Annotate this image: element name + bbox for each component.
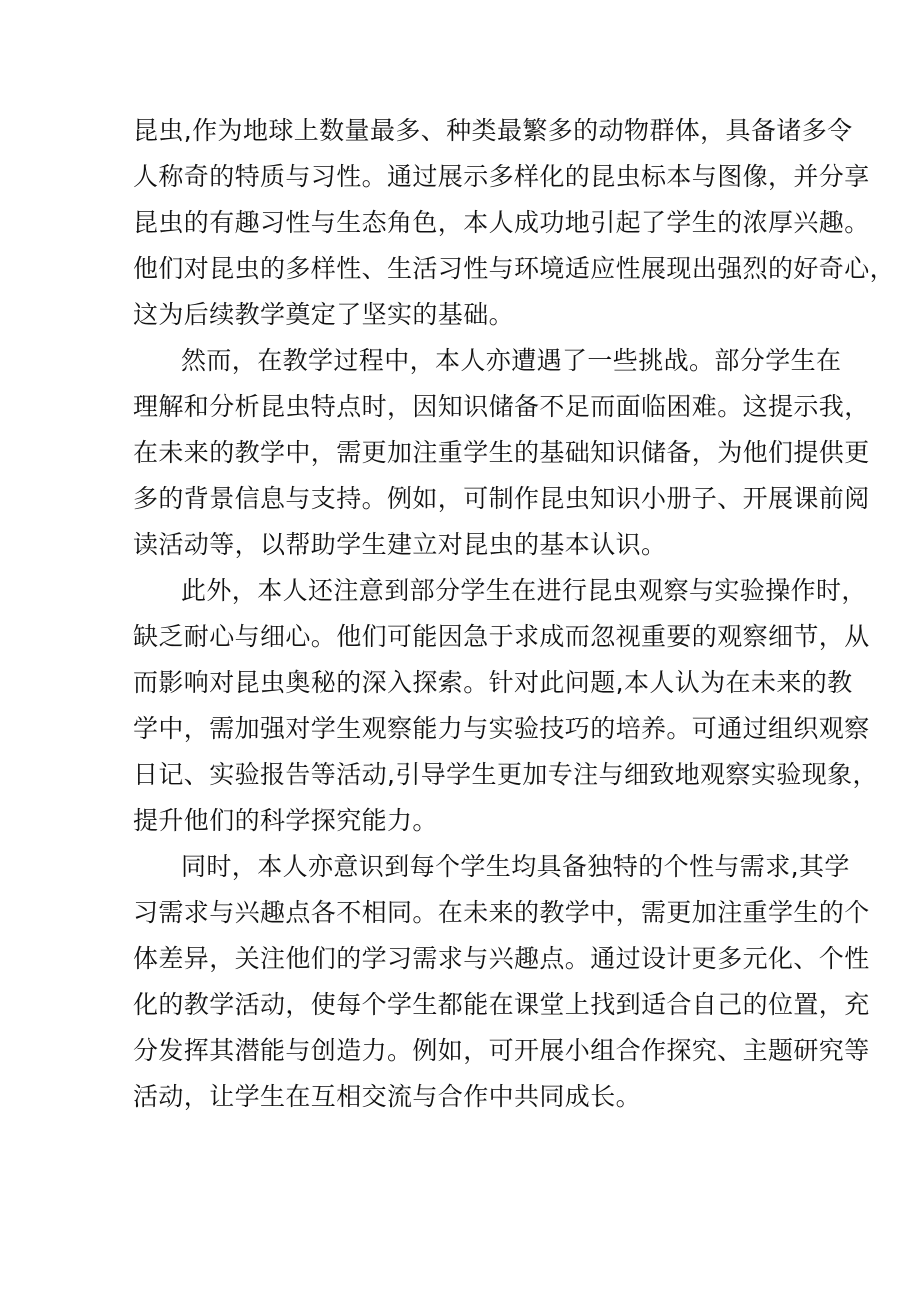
text-line: 习需求与兴趣点各不相同。在未来的教学中，需更加注重学生的个 [133, 898, 870, 927]
text-line: 活动，让学生在互相交流与合作中共同成长。 [133, 1082, 642, 1111]
text-line: 昆虫的有趣习性与生态角色，本人成功地引起了学生的浓厚兴趣。 [133, 208, 870, 237]
text-line: 人称奇的特质与习性。通过展示多样化的昆虫标本与图像，并分享 [133, 162, 870, 191]
document-body [133, 108, 896, 1120]
paragraph-4 [133, 844, 870, 1120]
text-line: 理解和分析昆虫特点时，因知识储备不足而面临困难。这提示我， [133, 392, 870, 421]
paragraph-3 [133, 568, 878, 844]
text-line: 学中，需加强对学生观察能力与实验技巧的培养。可通过组织观察 [133, 714, 870, 743]
text-line: 提升他们的科学探究能力。 [133, 806, 438, 835]
text-line: 缺乏耐心与细心。他们可能因急于求成而忽视重要的观察细节，从 [133, 622, 870, 651]
paragraph-1 [133, 108, 896, 338]
text-line: 分发挥其潜能与创造力。例如，可开展小组合作探究、主题研究等 [133, 1036, 870, 1065]
text-line: 这为后续教学奠定了坚实的基础。 [133, 300, 515, 329]
text-line: 体差异，关注他们的学习需求与兴趣点。通过设计更多元化、个性 [133, 944, 870, 973]
text-line: 在未来的教学中，需更加注重学生的基础知识储备，为他们提供更 [133, 438, 870, 467]
text-line: 昆虫,作为地球上数量最多、种类最繁多的动物群体，具备诸多令 [133, 116, 853, 145]
paragraph-2 [133, 338, 870, 568]
text-line: 读活动等，以帮助学生建立对昆虫的基本认识。 [133, 530, 667, 559]
text-line: 多的背景信息与支持。例如，可制作昆虫知识小册子、开展课前阅 [133, 484, 870, 513]
text-line: 而影响对昆虫奥秘的深入探索。针对此问题,本人认为在未来的教 [133, 668, 853, 697]
text-line: 他们对昆虫的多样性、生活习性与环境适应性展现出强烈的好奇心， [133, 254, 896, 283]
text-line: 此外，本人还注意到部分学生在进行昆虫观察与实验操作时， [181, 576, 867, 605]
text-line: 日记、实验报告等活动,引导学生更加专注与细致地观察实验现象， [133, 760, 878, 789]
text-line: 化的教学活动，使每个学生都能在课堂上找到适合自己的位置，充 [133, 990, 870, 1019]
text-line: 然而，在教学过程中，本人亦遭遇了一些挑战。部分学生在 [181, 346, 842, 375]
text-line: 同时，本人亦意识到每个学生均具备独特的个性与需求,其学 [181, 852, 850, 881]
